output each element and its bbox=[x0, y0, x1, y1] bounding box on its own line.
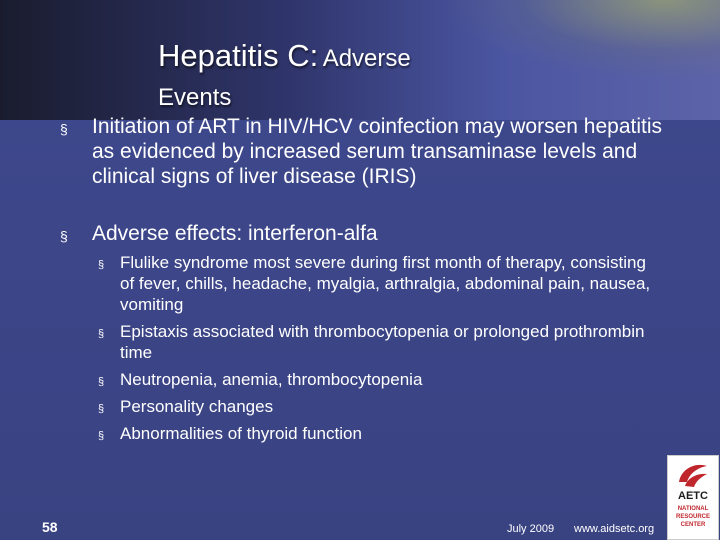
logo-name: AETC bbox=[678, 490, 708, 502]
bullet-text: Initiation of ART in HIV/HCV coinfection may worsen hepatitis as evidenced by increased serum transaminase levels and clinical signs of liver disease (IRIS) bbox=[92, 115, 662, 188]
slide-number: 58 bbox=[42, 519, 58, 535]
logo-subtitle-line: NATIONAL bbox=[677, 506, 709, 512]
bullet-text: Adverse effects: interferon-alfa bbox=[92, 222, 378, 245]
sub-bullet-text: Epistaxis associated with thrombocytopenia or prolonged prothrombin time bbox=[120, 322, 645, 362]
sub-bullet-marker: § bbox=[98, 328, 105, 340]
logo-subtitle-line: RESOURCE bbox=[675, 514, 710, 520]
sub-bullet-marker: § bbox=[98, 403, 105, 415]
sub-bullet-marker: § bbox=[98, 376, 105, 388]
sub-bullet-3 bbox=[98, 369, 658, 390]
sub-bullet-text: Abnormalities of thyroid function bbox=[120, 424, 362, 443]
title-line2: Events bbox=[158, 84, 232, 111]
footer-url[interactable]: www.aidsetc.org bbox=[574, 523, 655, 535]
bullet-2 bbox=[60, 221, 670, 246]
sub-bullet-text: Flulike syndrome most severe during first month of therapy, consisting of fever, chills, headache, myalgia, arthralgia, abdominal pain, nausea, vomiting bbox=[120, 253, 651, 314]
logo-swoosh-icon bbox=[676, 460, 710, 490]
title-line1b: Adverse bbox=[322, 45, 411, 72]
footer-date: July 2009 bbox=[507, 523, 555, 535]
aetc-logo bbox=[667, 455, 719, 540]
title-line1: Hepatitis C: bbox=[158, 38, 319, 73]
sub-bullet-text: Neutropenia, anemia, thrombocytopenia bbox=[120, 370, 423, 389]
sub-bullet-marker: § bbox=[98, 430, 105, 442]
slide-title bbox=[158, 38, 558, 119]
sub-bullet-marker: § bbox=[98, 259, 105, 271]
sub-bullet-1 bbox=[98, 252, 658, 315]
sub-bullet-4 bbox=[98, 396, 658, 417]
bullet-marker: § bbox=[60, 228, 68, 244]
logo-subtitle-line: CENTER bbox=[680, 522, 706, 528]
sub-bullet-text: Personality changes bbox=[120, 397, 274, 416]
bullet-1 bbox=[60, 114, 670, 189]
bullet-marker: § bbox=[60, 121, 68, 137]
logo-subtitle bbox=[668, 505, 718, 529]
sub-bullet-5 bbox=[98, 423, 658, 444]
sub-bullet-2 bbox=[98, 321, 658, 363]
